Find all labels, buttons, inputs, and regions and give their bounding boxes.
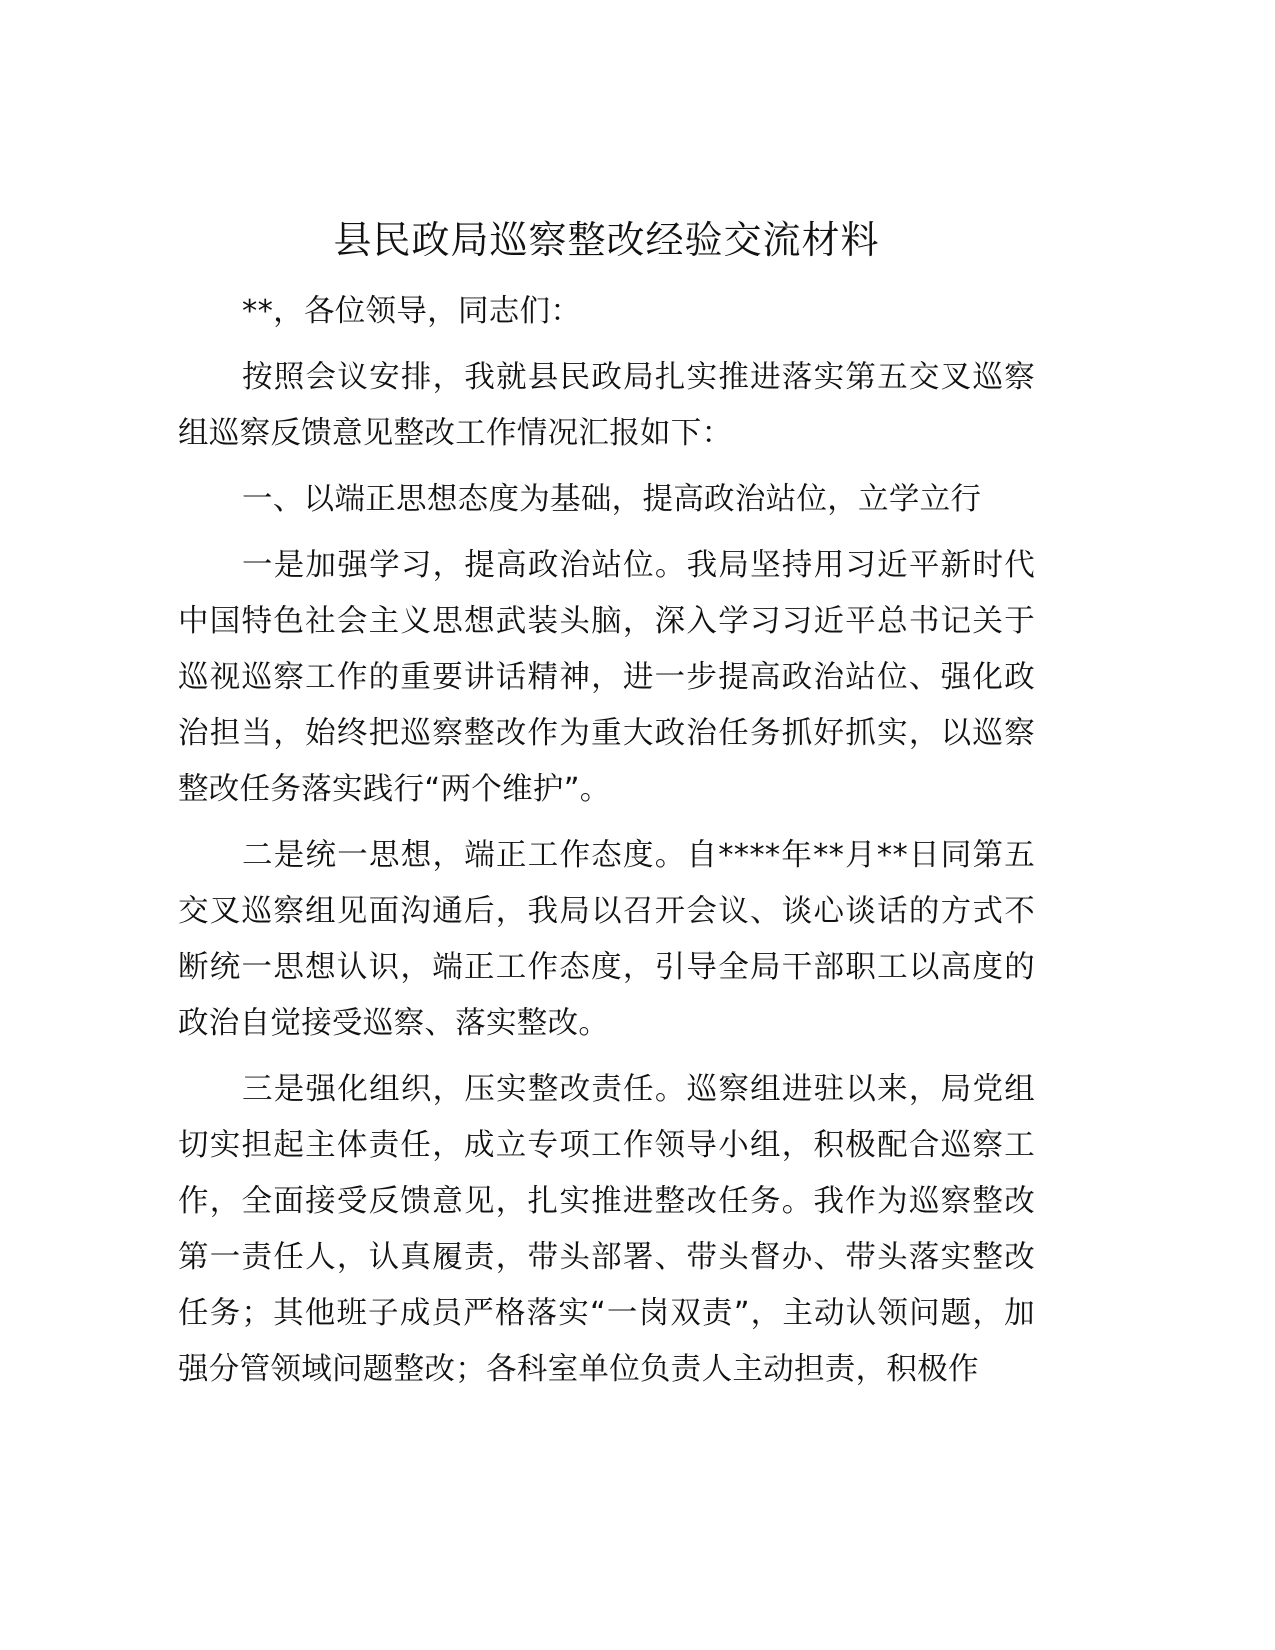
salutation-paragraph: **，各位领导，同志们：: [242, 294, 582, 329]
document-title: 县民政局巡察整改经验交流材料: [333, 218, 880, 262]
body-paragraph-study: 一是加强学习，提高政治站位。我局坚持用习近平新时代中国特色社会主义思想武装头脑，深入学习习近平总书记关于巡视巡察工作的重要讲话精神，进一步提高政治站位、强化政治担当，始终把巡察整改作为重大政治任务抓好抓实，以巡察整改任务落实践行“两个维护”。: [178, 548, 1035, 807]
intro-paragraph: 按照会议安排，我就县民政局扎实推进落实第五交叉巡察组巡察反馈意见整改工作情况汇报如下：: [178, 360, 1035, 451]
body-paragraph-organization: 三是强化组织，压实整改责任。巡察组进驻以来，局党组切实担起主体责任，成立专项工作领导小组，积极配合巡察工作，全面接受反馈意见，扎实推进整改任务。我作为巡察整改第一责任人，认真履责，带头部署、带头督办、带头落实整改任务；其他班子成员严格落实“一岗双责”，主动认领问题，加强分管领域问题整改；各科室单位负责人主动担责，积极作: [178, 1072, 1035, 1387]
body-paragraph-unify-thinking: 二是统一思想，端正工作态度。自****年**月**日同第五交叉巡察组见面沟通后，我局以召开会议、谈心谈话的方式不断统一思想认识，端正工作态度，引导全局干部职工以高度的政治自觉接受巡察、落实整改。: [178, 838, 1035, 1041]
document-body: [178, 284, 1035, 1408]
section-heading-1: 一、以端正思想态度为基础，提高政治站位，立学立行: [242, 482, 982, 517]
